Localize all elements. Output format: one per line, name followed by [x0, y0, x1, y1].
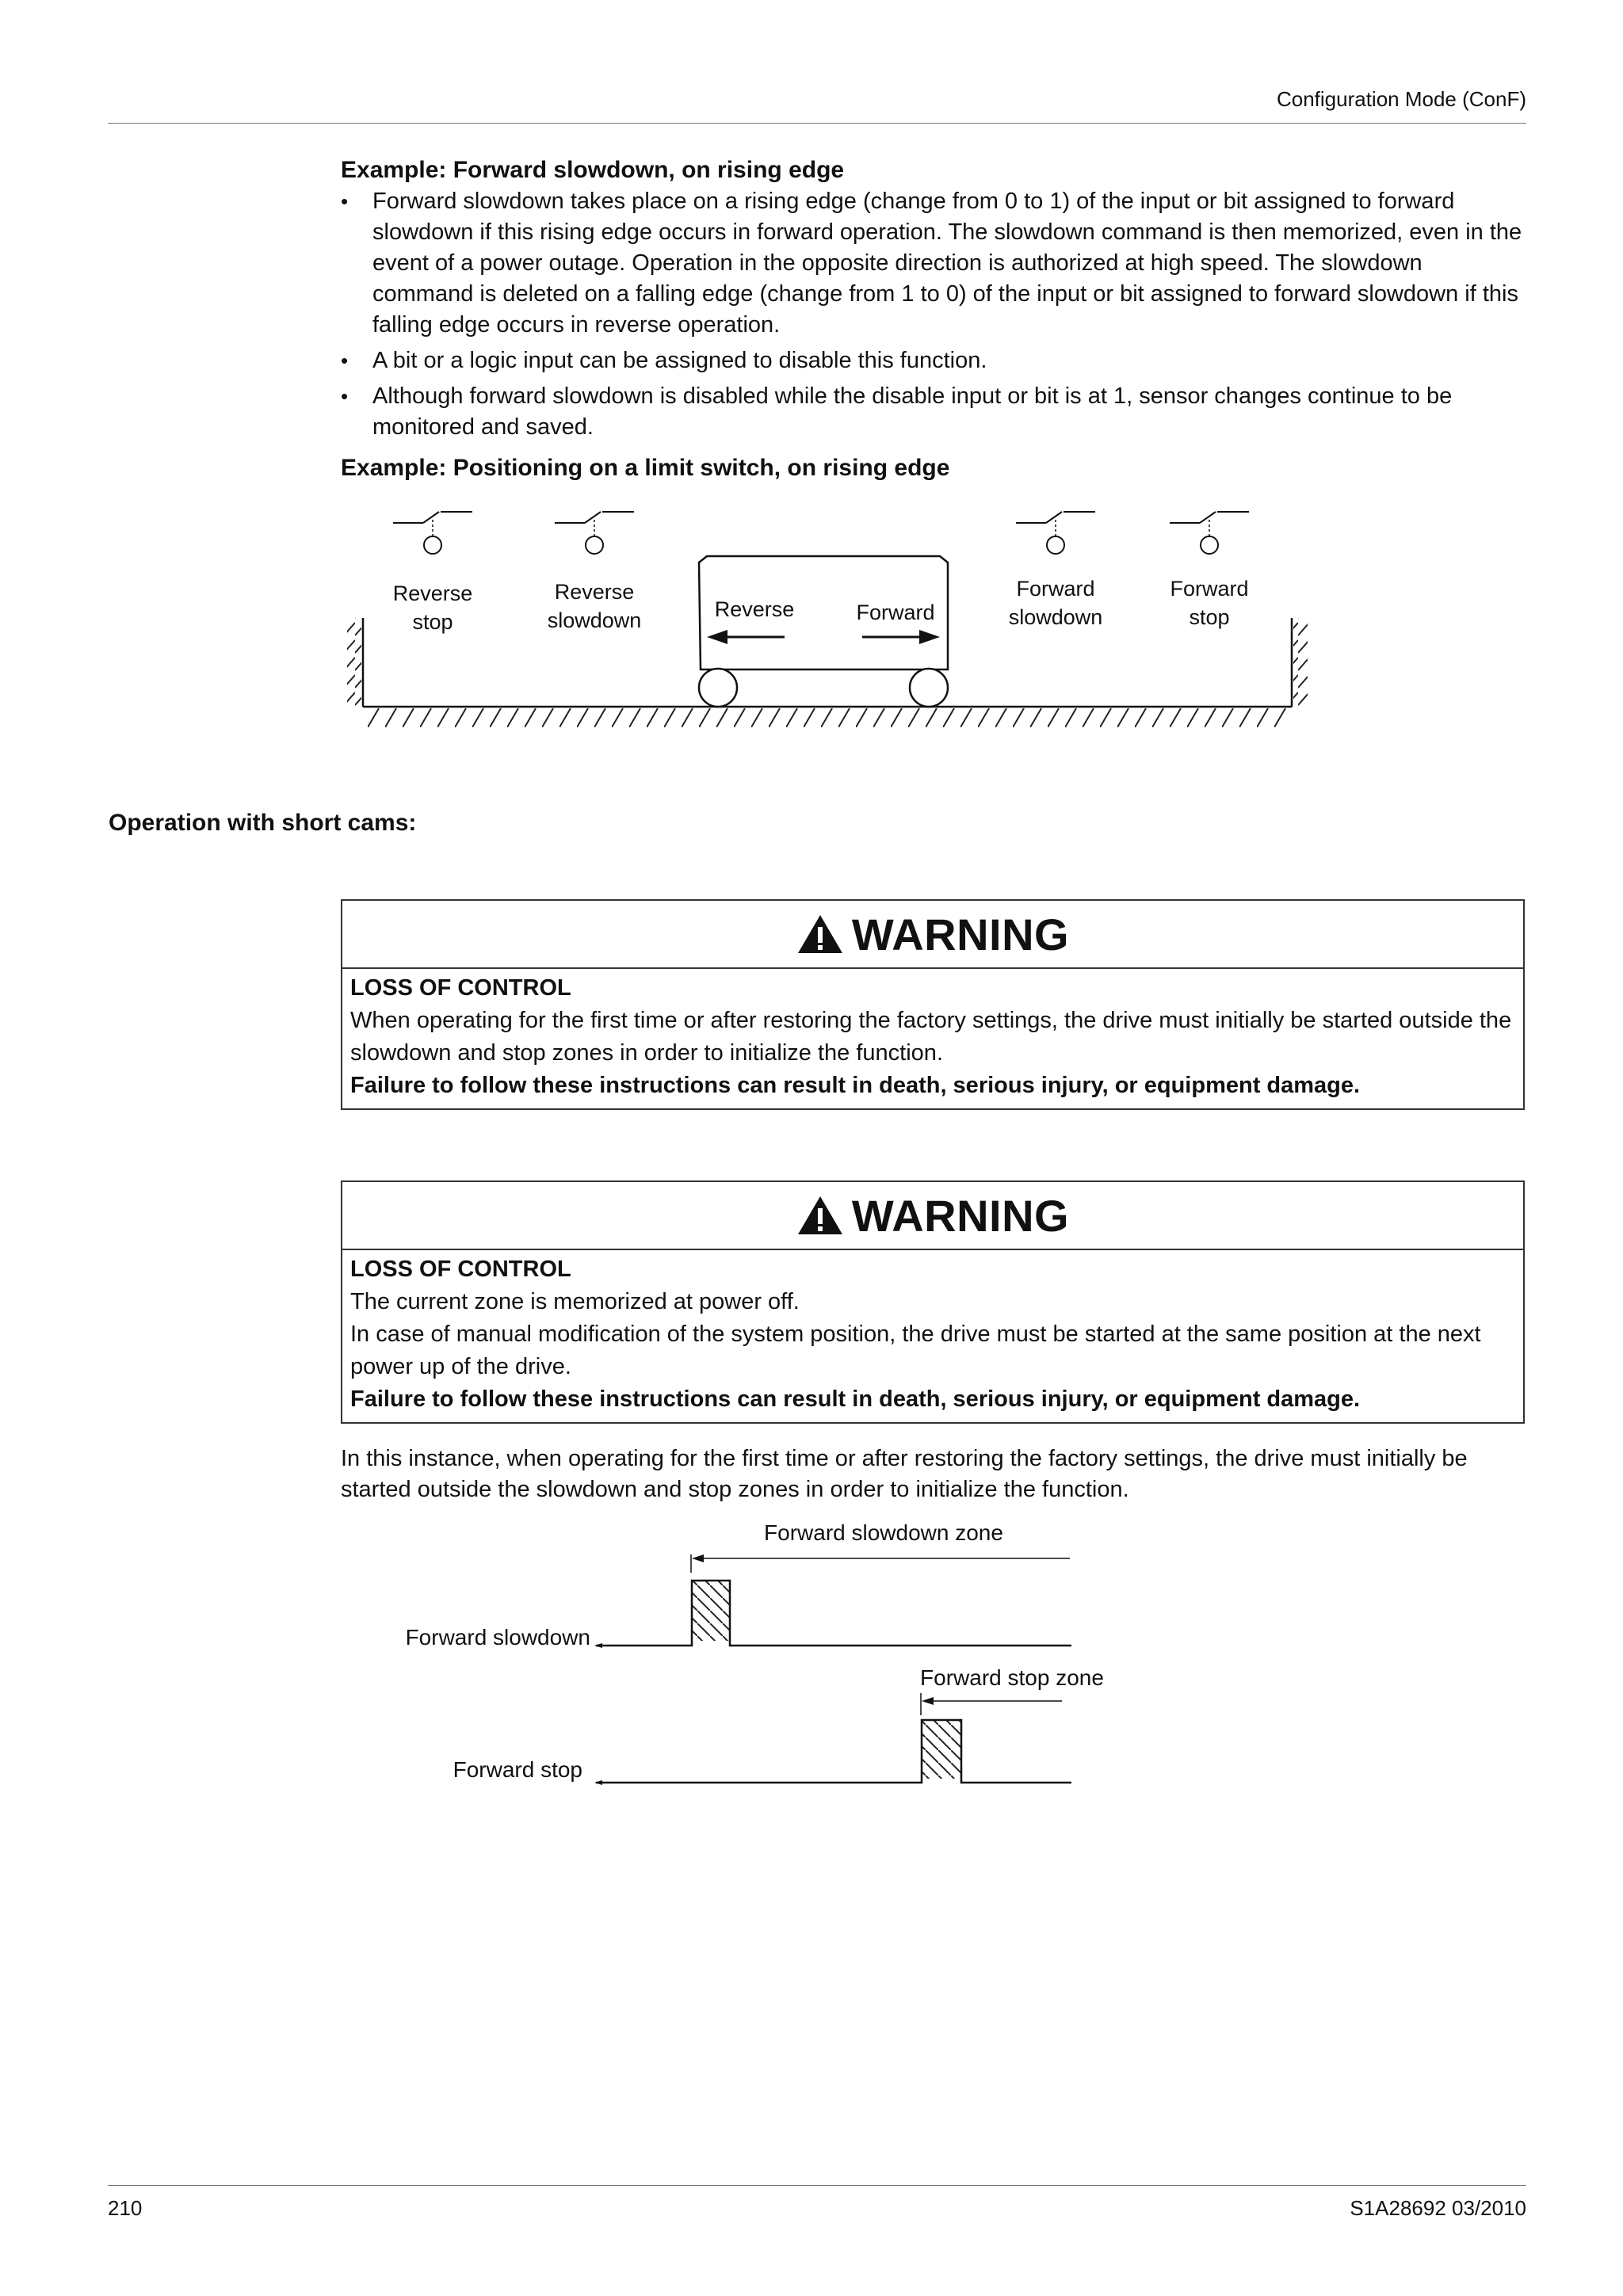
warning-triangle-icon	[796, 1195, 844, 1236]
label-forward-stop-1: Forward	[1170, 577, 1249, 601]
cart-label-reverse: Reverse	[714, 597, 795, 621]
section-heading-limit-switch: Example: Positioning on a limit switch, on rising edge	[341, 455, 950, 481]
label-reverse-stop-2: stop	[412, 610, 453, 634]
pulse-stop-hatch	[922, 1720, 961, 1779]
warning-title: WARNING	[851, 909, 1070, 959]
warning-header	[342, 901, 1523, 969]
section-heading-forward-slowdown: Example: Forward slowdown, on rising edge	[341, 157, 845, 183]
warning-box-1	[341, 899, 1525, 1110]
arrow-left-icon	[692, 1554, 1070, 1562]
warning-text: In case of manual modification of the system position, the drive must be started at the same position at the next power up of the drive.	[350, 1322, 1481, 1379]
page-number: 210	[108, 2196, 143, 2220]
timing-diagram	[380, 1509, 1141, 1818]
label-reverse-slowdown-2: slowdown	[547, 608, 642, 632]
warning-text: The current zone is memorized at power off.	[350, 1289, 800, 1314]
signal-label-stop: Forward stop	[453, 1757, 582, 1782]
warning-header	[342, 1182, 1523, 1250]
switch-icon	[393, 512, 472, 554]
pulse-slowdown-hatch	[692, 1581, 730, 1641]
bullet-icon: •	[341, 384, 349, 408]
limit-switch-diagram	[333, 499, 1331, 737]
warning-text: When operating for the first time or after restoring the factory settings, the drive must initially be started outside the slowdown and stop zones in order to initialize the function.	[350, 1008, 1512, 1066]
arrow-left-icon	[922, 1697, 1062, 1705]
zone-label-stop: Forward stop zone	[920, 1665, 1104, 1690]
header-rule	[108, 123, 1526, 124]
warning-triangle-icon	[796, 913, 844, 955]
warning-body	[342, 1250, 1523, 1422]
document-reference: S1A28692 03/2010	[1350, 2196, 1526, 2220]
ground-hatch	[363, 708, 1292, 727]
list-item	[341, 381, 1529, 443]
label-forward-slowdown-2: slowdown	[1008, 605, 1103, 629]
running-header: Configuration Mode (ConF)	[1276, 87, 1526, 111]
warning-title: WARNING	[851, 1190, 1070, 1241]
left-wall-hatch	[347, 618, 361, 707]
warning-subtitle: LOSS OF CONTROL	[350, 1257, 571, 1282]
bullet-text: A bit or a logic input can be assigned to disable this function.	[372, 348, 987, 373]
switch-icon	[555, 512, 634, 554]
cart-wheel-right	[910, 669, 948, 707]
list-item	[341, 345, 1529, 376]
cart-wheel-left	[699, 669, 737, 707]
right-wall-hatch	[1293, 618, 1308, 707]
warning-consequence: Failure to follow these instructions can result in death, serious injury, or equipment damage.	[350, 1073, 1361, 1098]
label-reverse-slowdown-1: Reverse	[554, 580, 635, 604]
signal-label-slowdown: Forward slowdown	[405, 1625, 590, 1650]
label-forward-slowdown-1: Forward	[1016, 577, 1095, 601]
warning-box-2	[341, 1180, 1525, 1424]
bullet-list	[341, 186, 1529, 448]
signal-trace-slowdown	[596, 1581, 1071, 1646]
warning-body	[342, 969, 1523, 1108]
warning-consequence: Failure to follow these instructions can result in death, serious injury, or equipment damage.	[350, 1386, 1361, 1412]
label-reverse-stop-1: Reverse	[392, 582, 473, 605]
zone-label-slowdown: Forward slowdown zone	[764, 1520, 1003, 1545]
section-heading-short-cams: Operation with short cams:	[109, 810, 417, 836]
signal-trace-stop	[596, 1720, 1071, 1783]
warning-subtitle: LOSS OF CONTROL	[350, 975, 571, 1001]
bullet-icon: •	[341, 349, 349, 372]
bullet-text: Although forward slowdown is disabled while the disable input or bit is at 1, sensor changes continue to be monitored and saved.	[372, 383, 1453, 440]
bullet-text: Forward slowdown takes place on a rising edge (change from 0 to 1) of the input or bit assigned to forward slowdown if this rising edge occurs in forward operation. The slowdown command is then memorized, even in the event of a power outage. Operation in the opposite direction is authorized at high speed. The slowdown command is deleted on a falling edge (change from 1 to 0) of the input or bit assigned to forward slowdown if this falling edge occurs in reverse operation.	[372, 189, 1522, 338]
switch-icon	[1016, 512, 1095, 554]
footer-rule	[108, 2185, 1526, 2186]
list-item	[341, 186, 1529, 341]
cart-label-forward: Forward	[856, 601, 935, 624]
switch-icon	[1170, 512, 1249, 554]
explanation-paragraph: In this instance, when operating for the first time or after restoring the factory settings, the drive must initially be started outside the slowdown and stop zones in order to initialize the function.	[341, 1446, 1468, 1502]
label-forward-stop-2: stop	[1189, 605, 1230, 629]
bullet-icon: •	[341, 189, 349, 213]
